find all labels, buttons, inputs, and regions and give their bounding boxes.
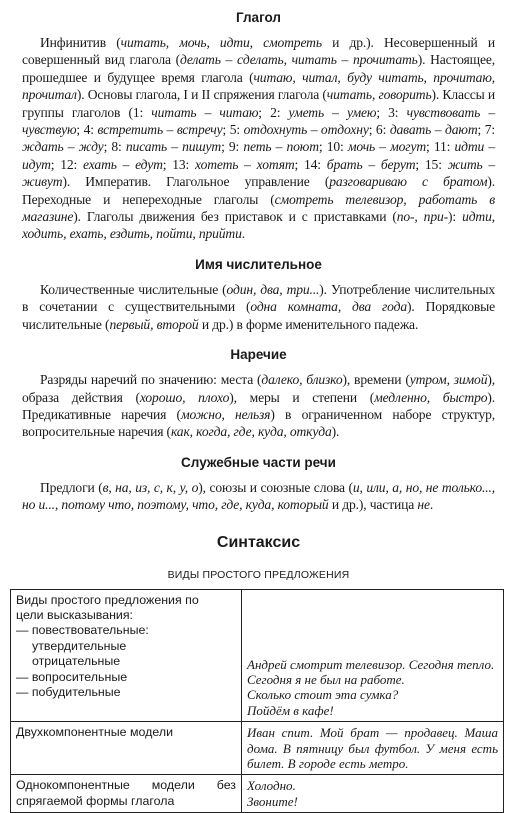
text-run: Инфинитив (: [40, 35, 121, 50]
text-run: ; 8:: [103, 139, 126, 155]
text-run: .: [429, 497, 434, 513]
sentence-type-line: утвердительные: [32, 638, 127, 653]
italic-example: и, или, а, но, не только..., но и..., потому что, поэтому, что, где, куда, который: [22, 479, 495, 513]
italic-example: читать, мочь, идти, смотреть: [120, 35, 322, 50]
section-title-function-words: Служебные части речи: [181, 454, 336, 470]
italic-example: разговариваю с братом: [329, 174, 488, 190]
text-run: ; 7:: [477, 122, 495, 138]
sentence-type-line: отрицательные: [32, 654, 121, 669]
text-run: Количественные числительные (: [40, 281, 227, 297]
text-run: и др.), частица: [328, 497, 418, 513]
italic-example: мочь – могут: [347, 139, 426, 155]
table-row: [11, 589, 504, 722]
italic-example: как, когда, где, куда, откуда: [170, 424, 332, 440]
row1-left-cell: [11, 589, 242, 722]
verb-paragraph: [22, 34, 495, 243]
italic-example: петь – поют: [243, 139, 319, 155]
italic-example: жить – живут: [22, 156, 496, 190]
italic-example: встретить – встречу: [97, 122, 223, 138]
text-run: ). Классы и группы глаголов (1:: [22, 87, 495, 120]
sentence-type-line: — повествовательные:: [16, 623, 149, 638]
text-run: ; 3:: [376, 104, 407, 120]
italic-example: один, два, три...: [226, 281, 320, 297]
table-row: [11, 722, 504, 775]
row1-right-cell: [242, 589, 504, 722]
italic-example: далеко, близко: [261, 372, 343, 388]
text-run: ), союзы и союзные слова (: [198, 479, 353, 495]
text-run: ).: [331, 424, 340, 440]
italic-example: не: [417, 497, 430, 513]
example-sentence: Сегодня я не был на работе.: [247, 671, 405, 687]
text-run: ; 11:: [426, 139, 455, 155]
adverb-paragraph: [22, 371, 495, 441]
text-run: ; 10:: [318, 139, 348, 155]
italic-example: читать, говорить: [326, 87, 432, 103]
italic-example: смотреть телевизор, работать в магазине: [22, 191, 495, 225]
italic-example: по-, при-: [396, 209, 449, 225]
text-run: ). Императив. Глагольное управление (: [62, 174, 330, 190]
text-run: и др.). Несовершенный и совершенный вид глагола (: [22, 35, 496, 68]
example-sentence: Андрей смотрит телевизор. Сегодня тепло.: [247, 656, 495, 672]
italic-example: ехать – едут: [83, 156, 163, 172]
row2-right-cell: Иван спит. Мой брат — продавец. Маша дома. В пятницу был футбол. У меня есть билет. В городе есть метро.: [242, 722, 504, 775]
text-run: ). Настоящее, прошедшее и будущее время глагола (: [22, 52, 495, 85]
function-words-paragraph: [22, 479, 495, 514]
italic-example: идти – идут: [22, 139, 495, 172]
sentence-type-line: — вопросительные: [16, 669, 128, 684]
italic-example: идти, ходить, ехать, ездить, пойти, прийти: [22, 209, 495, 242]
text-run: ; 6:: [368, 122, 390, 138]
italic-example: давать – дают: [389, 122, 478, 138]
italic-example: хотеть – хотят: [195, 156, 295, 172]
text-run: ; 13:: [162, 156, 196, 172]
text-run: ). Глаголы движения без приставок и с приставками (: [73, 209, 397, 225]
text-run: ; 4:: [76, 122, 98, 138]
section-title-numeral: Имя числительное: [195, 256, 322, 272]
section-title-verb: Глагол: [236, 10, 281, 25]
text-run: ). Основы глагола, I и II спряжения глагола (: [76, 87, 327, 103]
row2-left-cell: Двухкомпонентные модели: [11, 722, 242, 775]
text-run: ). Употребление числительных в сочетании с существительными (: [22, 281, 495, 315]
text-run: .: [241, 226, 245, 242]
text-run: ). Переходные и непереходные глаголы (: [22, 174, 495, 207]
italic-example: писать – пишут: [125, 139, 222, 155]
cell-spacer: [247, 593, 498, 657]
text-run: ). Предикативные наречия (: [22, 389, 496, 422]
text-run: Предлоги (: [40, 479, 103, 495]
text-run: ). Порядковые числительные (: [22, 299, 495, 332]
italic-example: делать – сделать, читать – прочитать: [180, 52, 418, 68]
text-run: ; 9:: [221, 139, 244, 155]
text-run: ), образа действия (: [22, 372, 495, 405]
section-title-adverb: Наречие: [230, 347, 287, 363]
sentence-type-line: цели высказывания:: [16, 607, 133, 622]
sentence-type-line: Виды простого предложения по: [16, 592, 199, 607]
italic-example: медленно, быстро: [374, 389, 488, 405]
italic-example: чувствовать – чувствую: [22, 104, 495, 138]
row3-right-cell: [242, 775, 504, 813]
italic-example: уметь – умею: [288, 104, 377, 120]
italic-example: можно, нельзя: [180, 406, 271, 422]
row1-examples: [247, 657, 498, 719]
example-sentence: Холодно.: [247, 778, 296, 794]
table-row: [11, 775, 504, 813]
italic-example: одна комната, два года: [250, 299, 408, 315]
example-sentence: Звоните!: [247, 793, 298, 809]
text-run: ; 5:: [222, 122, 244, 138]
example-sentence: Сколько стоит эта сумка?: [247, 687, 399, 703]
italic-example: читать – читаю: [151, 104, 259, 120]
text-run: ; 2:: [258, 104, 289, 120]
numeral-paragraph: [22, 281, 495, 333]
table-caption: ВИДЫ ПРОСТОГО ПРЕДЛОЖЕНИЯ: [167, 568, 350, 581]
italic-example: первый, второй: [109, 316, 199, 332]
example-sentence: Пойдём в кафе!: [247, 702, 334, 718]
italic-example: ждать – жду: [22, 139, 104, 155]
text-run: ), времени (: [342, 372, 410, 388]
italic-example: читаю, читал, буду читать, прочитаю, прочитал: [22, 69, 495, 103]
text-run: ):: [448, 209, 463, 225]
italic-example: утром, зимой: [409, 372, 488, 388]
text-run: ; 15:: [415, 156, 448, 172]
text-run: ), меры и степени (: [229, 389, 375, 405]
text-run: ; 14:: [294, 156, 327, 172]
text-run: и др.) в форме именительного падежа.: [198, 316, 419, 332]
italic-example: брать – берут: [326, 156, 416, 172]
text-run: Разряды наречий по значению: места (: [40, 372, 262, 388]
text-run: ; 12:: [50, 156, 84, 172]
text-run: ) в ограниченном наборе структур, вопросительные наречия (: [22, 406, 496, 440]
syntax-title: Синтаксис: [216, 533, 301, 551]
italic-example: отдохнуть – отдохну: [243, 122, 369, 138]
italic-example: в, на, из, с, к, у, о: [102, 479, 199, 495]
row3-left-cell: Однокомпонентные модели без спрягаемой формы глагола: [11, 775, 242, 813]
sentence-type-line: — побудительные: [16, 684, 121, 699]
sentence-types-table: [10, 589, 504, 813]
italic-example: хорошо, плохо: [139, 389, 230, 405]
